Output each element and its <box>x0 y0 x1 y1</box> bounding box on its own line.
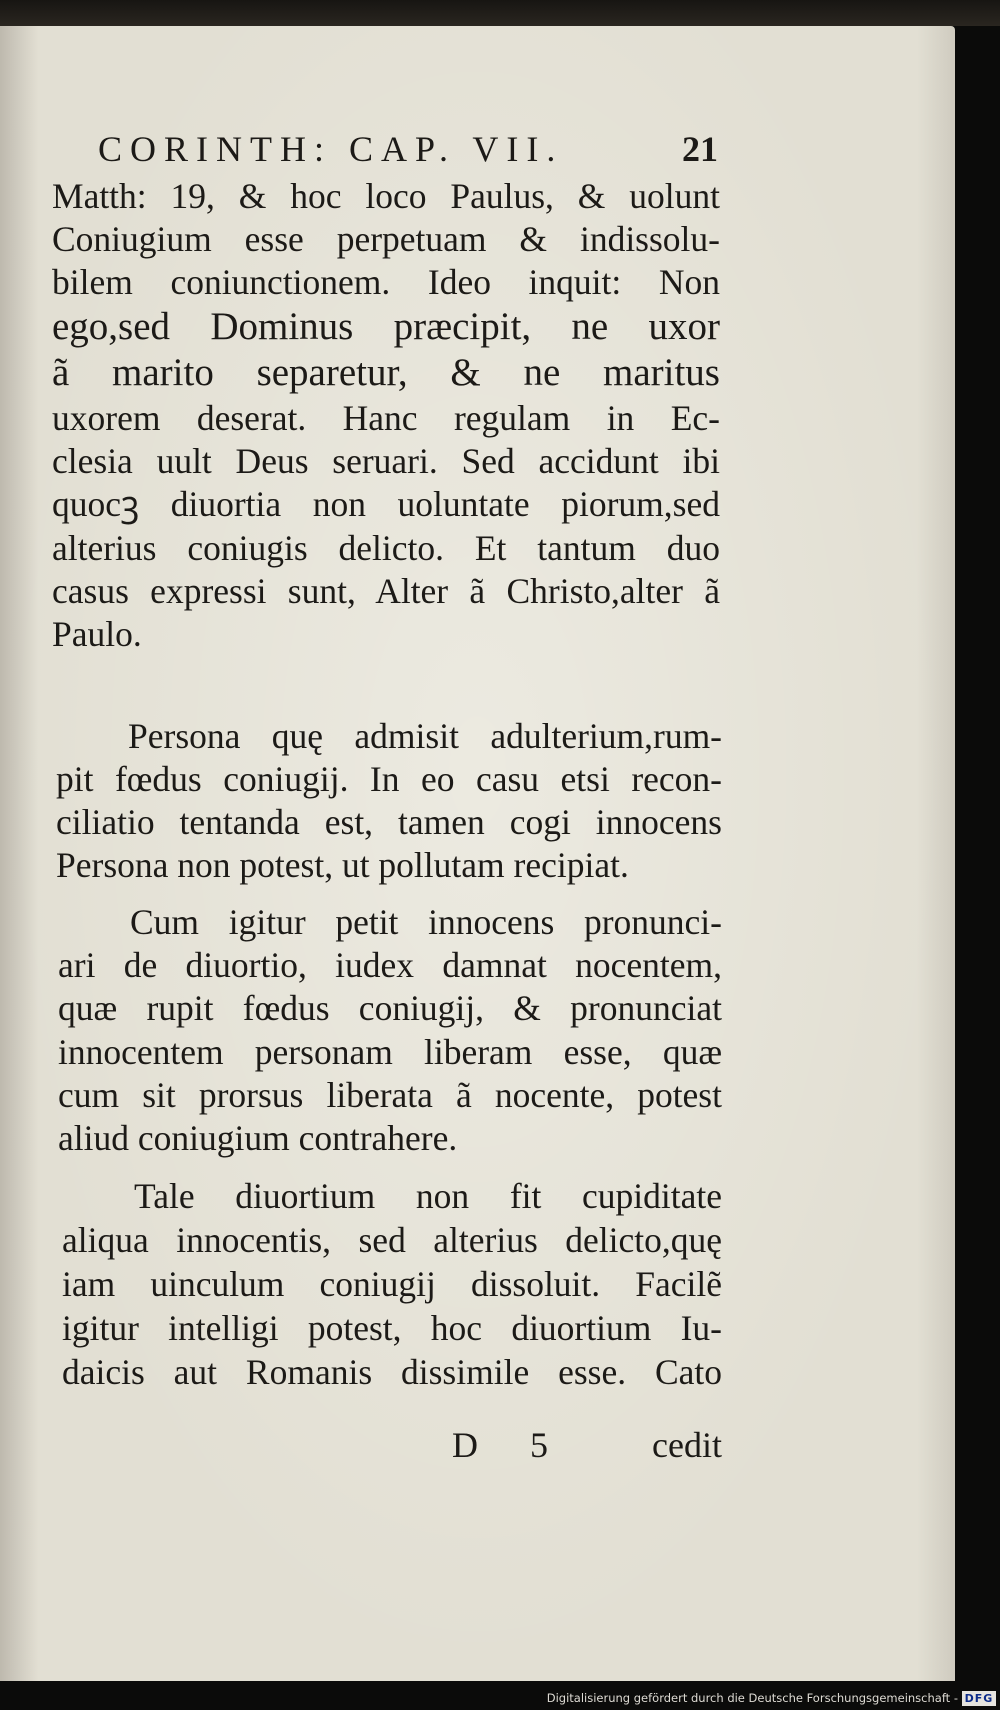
text-line: aliqua innocentis, sed alterius delicto,quę <box>62 1220 722 1260</box>
text-line: innocentem personam liberam esse, quæ <box>58 1032 722 1072</box>
signature-letter: D <box>452 1425 478 1465</box>
catchword: cedit <box>652 1425 722 1465</box>
running-header <box>98 128 718 172</box>
text-line: cum sit prorsus liberata ã nocente, potest <box>58 1075 722 1115</box>
text-line: ciliatio tentanda est, tamen cogi innocens <box>56 802 722 842</box>
text-line: Tale diuortium non fit cupiditate <box>134 1176 722 1216</box>
text-line: quæ rupit fœdus coniugij, & pronunciat <box>58 988 722 1028</box>
text-line: daicis aut Romanis dissimile esse. Cato <box>62 1352 722 1392</box>
text-line: igitur intelligi potest, hoc diuortium Iu- <box>62 1308 722 1348</box>
running-title: CORINTH: CAP. VII. <box>98 129 564 169</box>
text-line: ã marito separetur, & ne maritus <box>52 351 720 394</box>
text-line: clesia uult Deus seruari. Sed accidunt ibi <box>52 441 720 481</box>
text-line: alterius coniugis delicto. Et tantum duo <box>52 528 720 568</box>
text-line: Cum igitur petit innocens pronunci- <box>130 902 722 942</box>
text-line: ego,sed Dominus præcipit, ne uxor <box>52 305 720 348</box>
text-line: Coniugium esse perpetuam & indissolu- <box>52 219 720 259</box>
text-line: quocꝫ diuortia non uoluntate piorum,sed <box>52 484 720 524</box>
text-line: Paulo. <box>52 614 142 654</box>
text-line: Matth: 19, & hoc loco Paulus, & uolunt <box>52 176 720 216</box>
text-line: bilem coniunctionem. Ideo inquit: Non <box>52 262 720 302</box>
text-line: pit fœdus coniugij. In eo casu etsi recon- <box>56 759 722 799</box>
text-line: casus expressi sunt, Alter ã Christo,alter ã <box>52 571 720 611</box>
text-line: Persona non potest, ut pollutam recipiat. <box>56 845 629 885</box>
text-line: aliud coniugium contrahere. <box>58 1118 458 1158</box>
page-number: 21 <box>682 129 718 169</box>
book-page <box>0 26 955 1681</box>
text-line: Persona quę admisit adulterium,rum- <box>128 716 722 756</box>
signature-number: 5 <box>530 1425 548 1465</box>
text-line: ari de diuortio, iudex damnat nocentem, <box>58 945 722 985</box>
digitization-footer <box>0 1686 1000 1710</box>
book-top-edge <box>0 0 1000 26</box>
text-line: iam uinculum coniugij dissoluit. Facilẽ <box>62 1264 722 1304</box>
funding-credit: Digitalisierung gefördert durch die Deutsche Forschungsgemeinschaft - <box>546 1691 958 1705</box>
dfg-logo-icon: DFG <box>962 1691 996 1706</box>
text-line: uxorem deserat. Hanc regulam in Ec- <box>52 398 720 438</box>
